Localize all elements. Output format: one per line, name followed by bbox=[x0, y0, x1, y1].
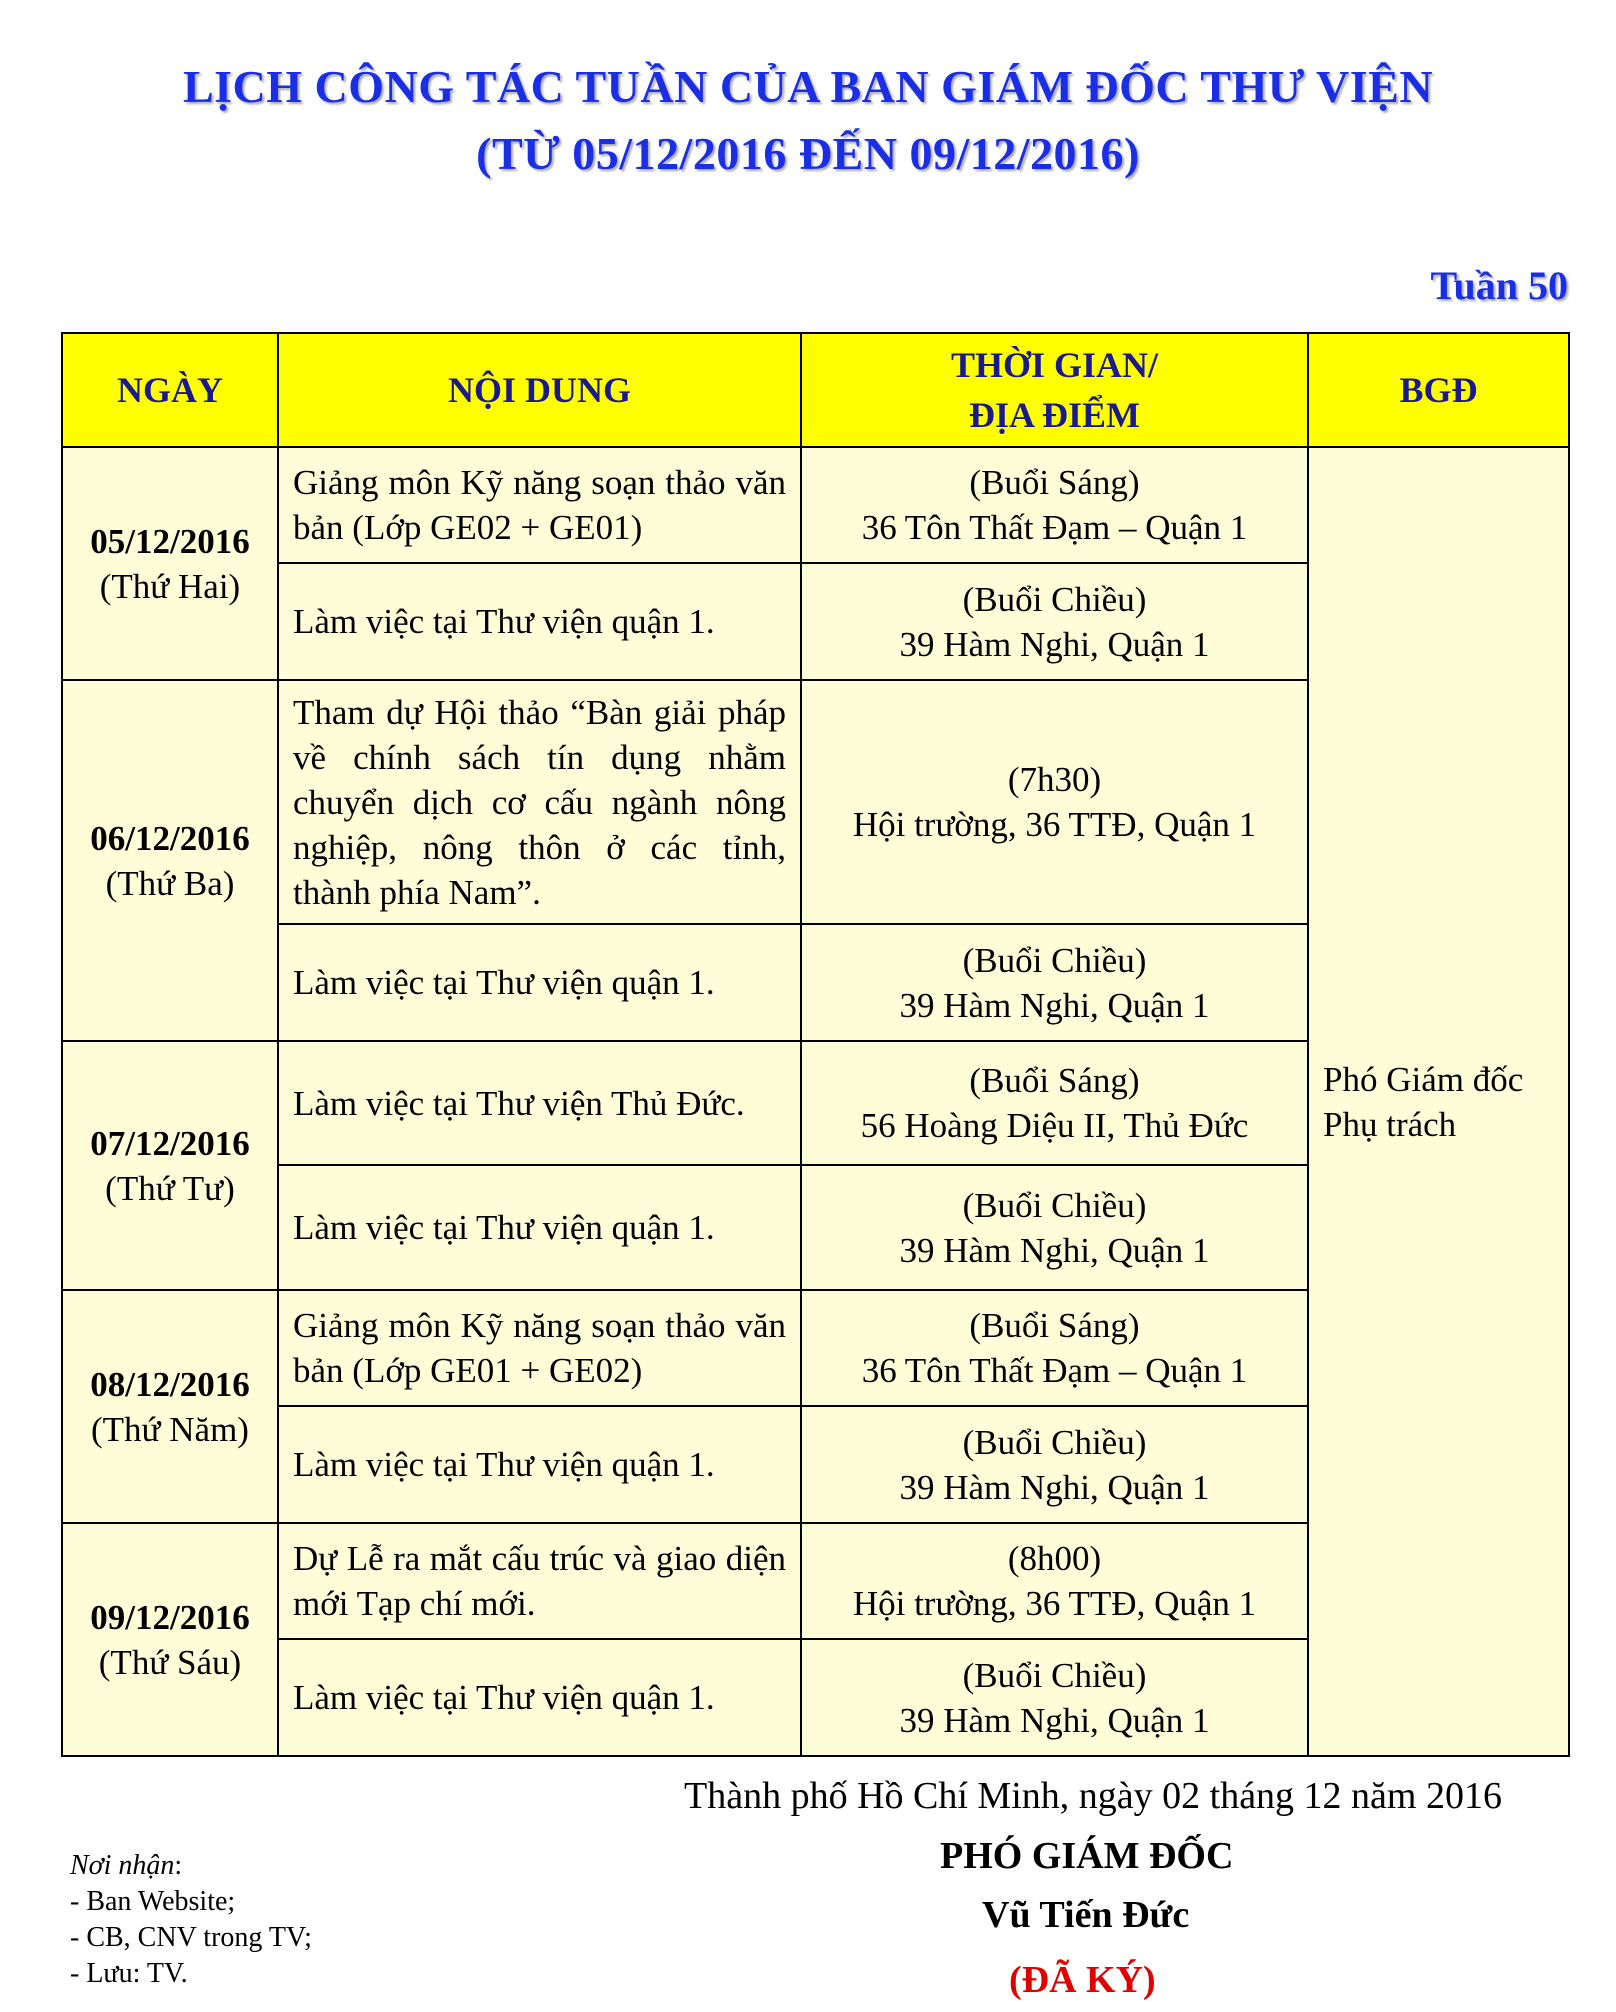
bgd-cell: Phó Giám đốc Phụ trách bbox=[1308, 447, 1569, 1756]
day-date: 05/12/2016 bbox=[90, 521, 250, 561]
signed-mark: (ĐÃ KÝ) bbox=[1009, 1959, 1156, 2001]
time-text: (Buổi Chiều) bbox=[962, 1655, 1147, 1695]
time-text: (7h30) bbox=[1007, 760, 1102, 799]
time-text: (Buổi Chiều) bbox=[962, 1422, 1147, 1462]
header-content: NỘI DUNG bbox=[278, 333, 801, 447]
time-place-cell bbox=[801, 1639, 1308, 1756]
time-place-cell bbox=[801, 447, 1308, 563]
signer-title: PHÓ GIÁM ĐỐC bbox=[940, 1835, 1234, 1877]
content-cell: Giảng môn Kỹ năng soạn thảo văn bản (Lớp GE01 + GE02) bbox=[278, 1290, 801, 1406]
header-time-place bbox=[801, 333, 1308, 447]
place-text: Hội trường, 36 TTĐ, Quận 1 bbox=[852, 1584, 1257, 1623]
time-text: (Buổi Chiều) bbox=[962, 1185, 1147, 1225]
recipients-heading: Nơi nhận: bbox=[70, 1850, 183, 1881]
signer-name: Vũ Tiến Đức bbox=[982, 1894, 1190, 1936]
content-cell: Làm việc tại Thư viện quận 1. bbox=[278, 563, 801, 680]
day-cell bbox=[62, 1290, 278, 1523]
time-text: (8h00) bbox=[1007, 1539, 1102, 1578]
page-subtitle-date-range: (TỪ 05/12/2016 ĐẾN 09/12/2016) bbox=[476, 128, 1140, 179]
time-place-cell bbox=[801, 1290, 1308, 1406]
place-text: Hội trường, 36 TTĐ, Quận 1 bbox=[852, 805, 1257, 844]
content-cell: Làm việc tại Thư viện Thủ Đức. bbox=[278, 1041, 801, 1165]
header-day: NGÀY bbox=[62, 333, 278, 447]
time-place-cell bbox=[801, 1165, 1308, 1290]
place-text: 56 Hoàng Diệu II, Thủ Đức bbox=[860, 1106, 1249, 1145]
schedule-table bbox=[61, 332, 1570, 1757]
day-date: 09/12/2016 bbox=[90, 1597, 250, 1637]
content-cell: Làm việc tại Thư viện quận 1. bbox=[278, 924, 801, 1041]
day-date: 06/12/2016 bbox=[90, 818, 250, 858]
day-cell bbox=[62, 1523, 278, 1756]
table-row bbox=[62, 447, 1569, 563]
week-number: Tuần 50 bbox=[1430, 263, 1568, 308]
content-cell: Làm việc tại Thư viện quận 1. bbox=[278, 1165, 801, 1290]
day-weekday: (Thứ Ba) bbox=[105, 863, 235, 903]
day-weekday: (Thứ Hai) bbox=[99, 566, 241, 606]
time-place-cell bbox=[801, 1406, 1308, 1523]
content-cell: Làm việc tại Thư viện quận 1. bbox=[278, 1406, 801, 1523]
header-bgd: BGĐ bbox=[1308, 333, 1569, 447]
place-text: 39 Hàm Nghi, Quận 1 bbox=[899, 1700, 1210, 1740]
time-place-cell bbox=[801, 680, 1308, 924]
time-text: (Buổi Chiều) bbox=[962, 940, 1147, 980]
place-text: 39 Hàm Nghi, Quận 1 bbox=[899, 1230, 1210, 1270]
page-title: LỊCH CÔNG TÁC TUẦN CỦA BAN GIÁM ĐỐC THƯ VIỆN bbox=[182, 61, 1434, 112]
recipient-item: - Lưu: TV. bbox=[70, 1958, 188, 1989]
content-cell: Giảng môn Kỹ năng soạn thảo văn bản (Lớp GE02 + GE01) bbox=[278, 447, 801, 563]
day-cell bbox=[62, 680, 278, 1041]
time-text: (Buổi Chiều) bbox=[962, 579, 1147, 619]
time-place-cell bbox=[801, 1041, 1308, 1165]
header-time: THỜI GIAN/ bbox=[950, 345, 1159, 385]
content-cell: Tham dự Hội thảo “Bàn giải pháp về chính sách tín dụng nhằm chuyển dịch cơ cấu ngành nông nghiệp, nông thôn ở các tỉnh, thành phía Nam”. bbox=[278, 680, 801, 924]
time-place-cell bbox=[801, 924, 1308, 1041]
content-cell: Dự Lễ ra mắt cấu trúc và giao diện mới Tạp chí mới. bbox=[278, 1523, 801, 1639]
place-text: 39 Hàm Nghi, Quận 1 bbox=[899, 624, 1210, 664]
recipient-item: - Ban Website; bbox=[70, 1886, 236, 1917]
table-header-row bbox=[62, 333, 1569, 447]
header-place: ĐỊA ĐIỂM bbox=[968, 395, 1141, 435]
time-place-cell bbox=[801, 1523, 1308, 1639]
day-weekday: (Thứ Năm) bbox=[91, 1409, 249, 1449]
time-text: (Buổi Sáng) bbox=[969, 1061, 1140, 1100]
day-weekday: (Thứ Sáu) bbox=[98, 1642, 242, 1682]
time-text: (Buổi Sáng) bbox=[969, 463, 1140, 502]
issue-date-line: Thành phố Hồ Chí Minh, ngày 02 tháng 12 năm 2016 bbox=[684, 1775, 1502, 1817]
day-cell bbox=[62, 1041, 278, 1290]
recipients-label: Nơi nhận bbox=[70, 1850, 175, 1881]
time-place-cell bbox=[801, 563, 1308, 680]
place-text: 39 Hàm Nghi, Quận 1 bbox=[899, 1467, 1210, 1507]
recipient-item: - CB, CNV trong TV; bbox=[70, 1922, 312, 1953]
time-text: (Buổi Sáng) bbox=[969, 1306, 1140, 1345]
day-date: 07/12/2016 bbox=[90, 1123, 250, 1163]
day-date: 08/12/2016 bbox=[90, 1364, 250, 1404]
recipients-block bbox=[70, 1848, 312, 1992]
day-weekday: (Thứ Tư) bbox=[105, 1168, 235, 1208]
place-text: 36 Tôn Thất Đạm – Quận 1 bbox=[861, 508, 1248, 547]
day-cell bbox=[62, 447, 278, 680]
place-text: 36 Tôn Thất Đạm – Quận 1 bbox=[861, 1351, 1248, 1390]
content-cell: Làm việc tại Thư viện quận 1. bbox=[278, 1639, 801, 1756]
place-text: 39 Hàm Nghi, Quận 1 bbox=[899, 985, 1210, 1025]
